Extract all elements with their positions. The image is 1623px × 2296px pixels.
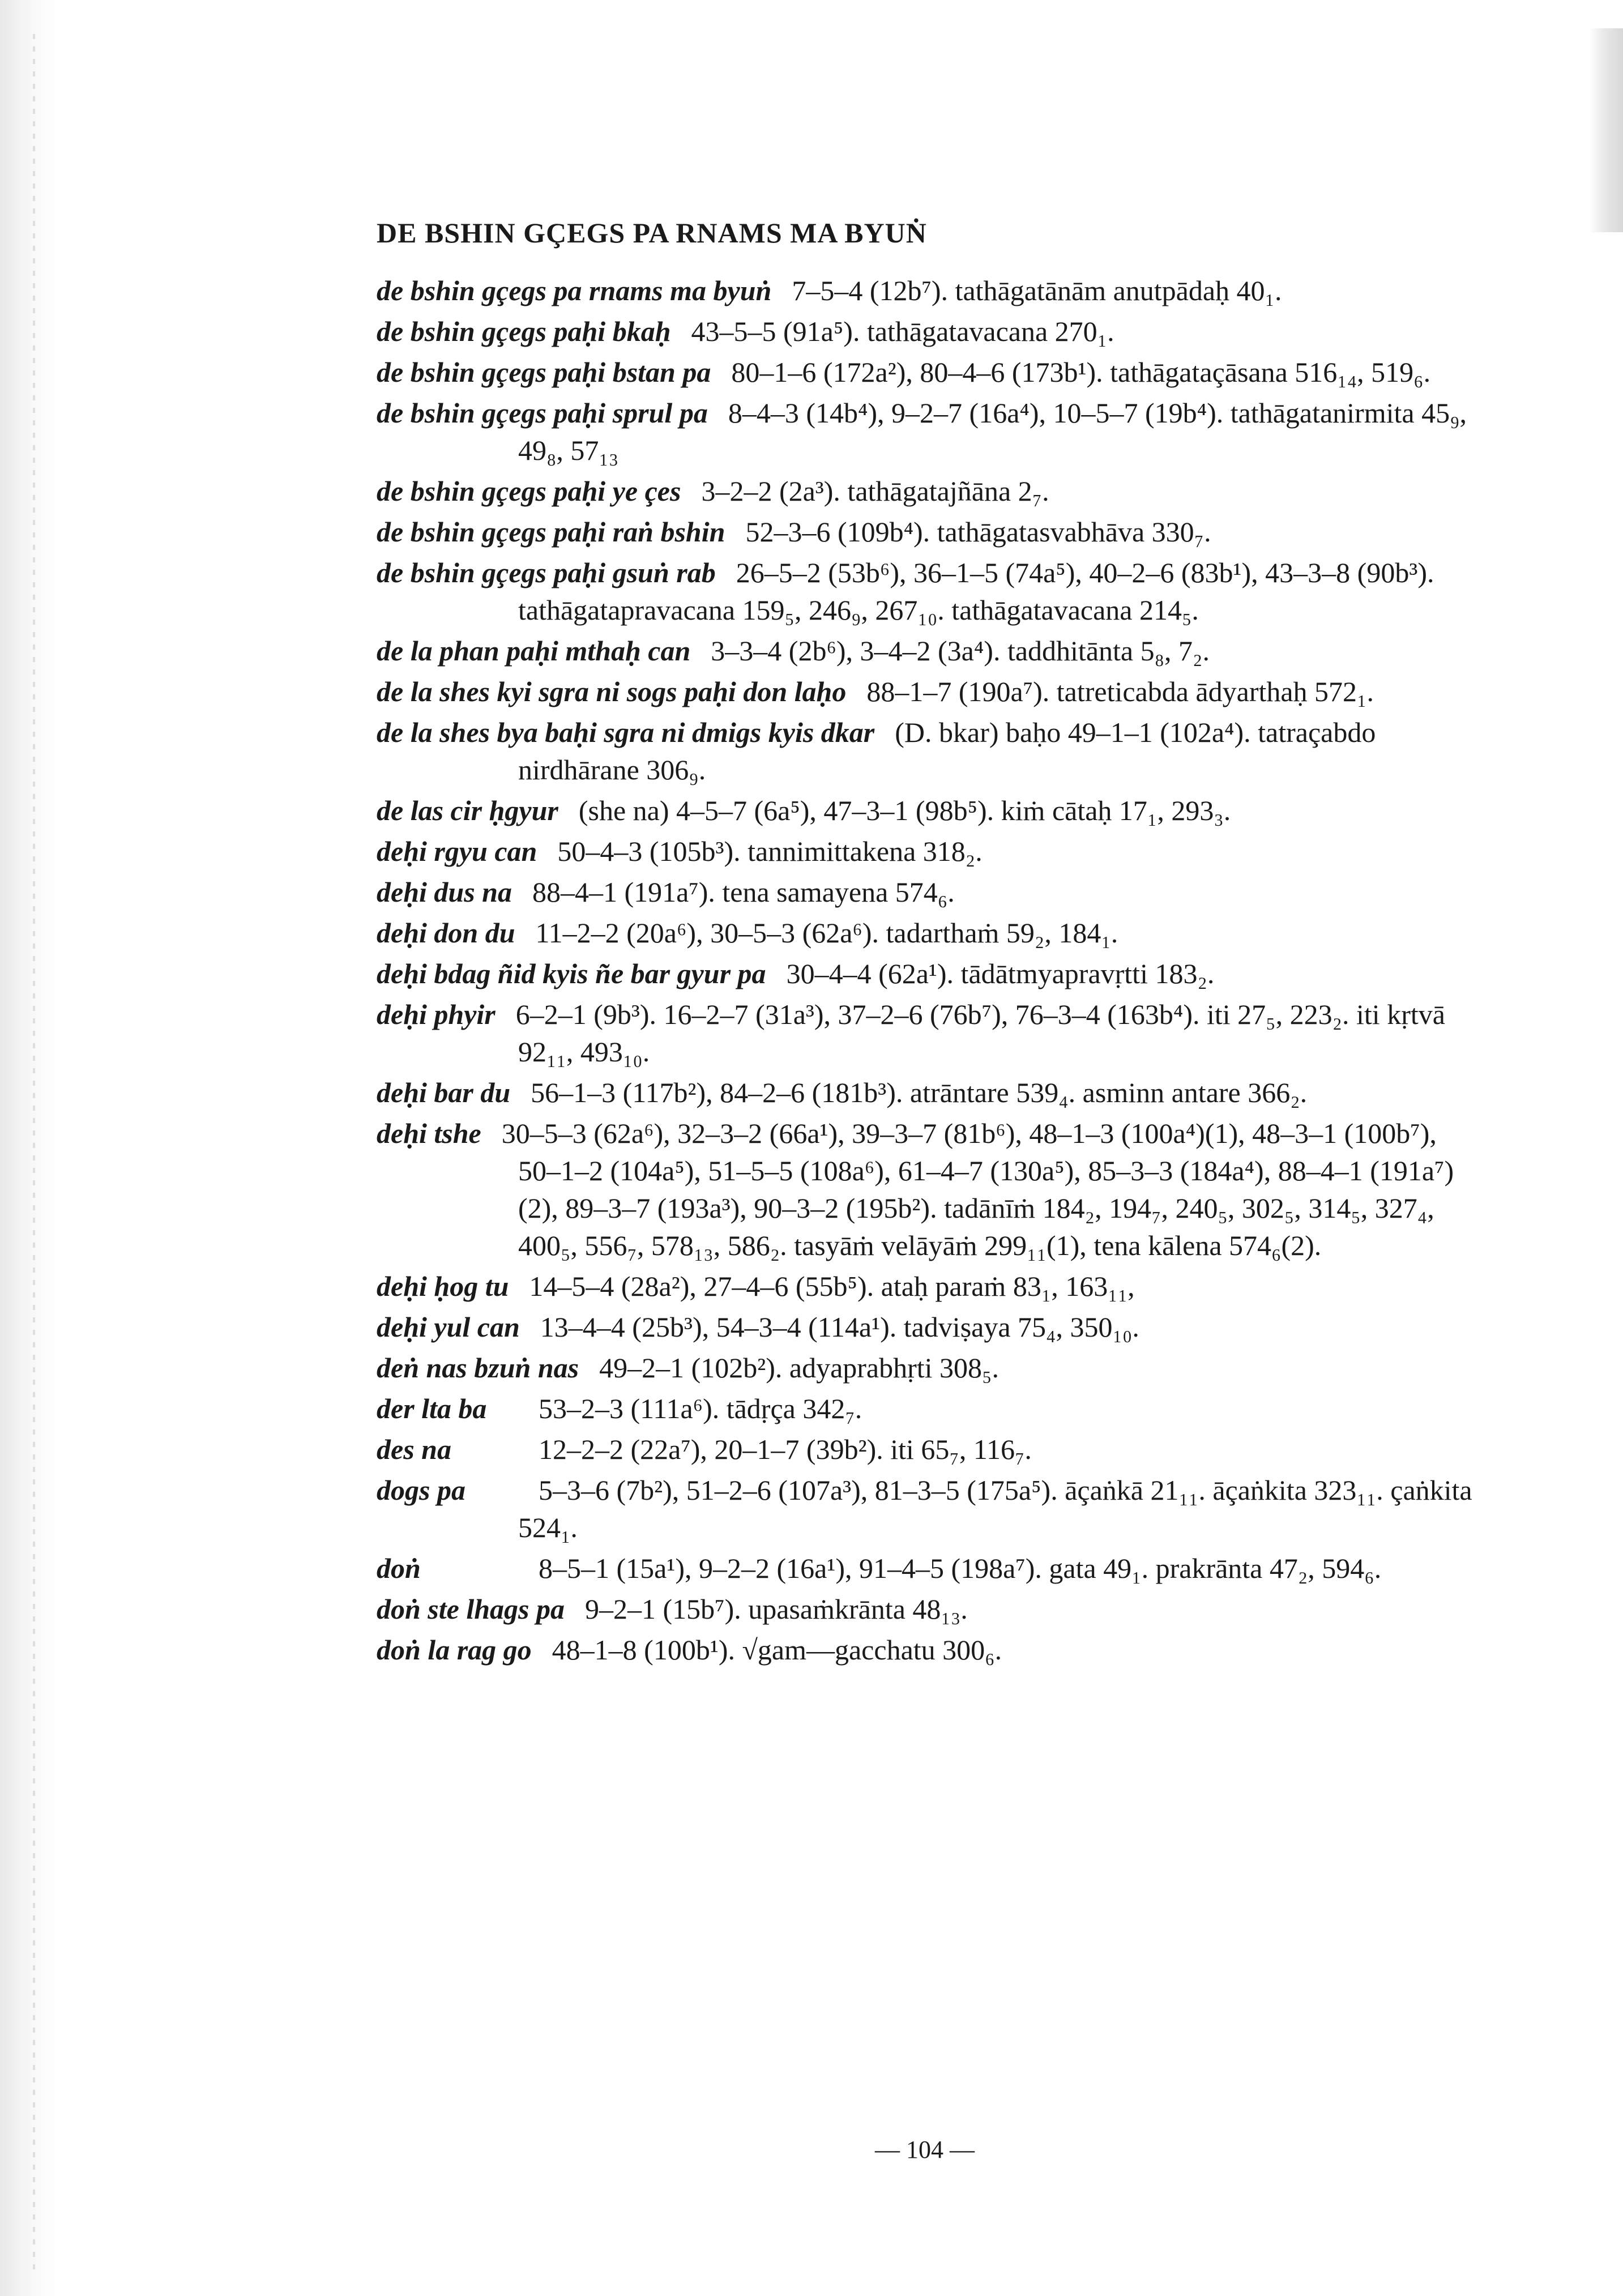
entry-term: doṅ la rag go [377,1634,532,1666]
entry-text: 5–3–6 (7b²), 51–2–6 (107a³), 81–3–5 (175a⁵). āçaṅkā 21₁₁. āçaṅkita 323₁₁. çaṅkita 524₁. [518,1474,1472,1543]
glossary-entry [377,472,1481,510]
entry-term: deḥi tshe [377,1117,481,1149]
glossary-entry [377,1471,1481,1546]
entry-text: 7–5–4 (12b⁷). tathāgatānām anutpādaḥ 40₁. [792,275,1282,306]
entry-term: de bshin gçegs paḥi sprul pa [377,397,708,429]
scan-edge-left [0,0,68,2296]
entry-term: de la shes kyi sgra ni sogs paḥi don laḥo [377,676,847,707]
entry-term: deḥi don du [377,917,515,949]
glossary-entry [377,1074,1481,1111]
glossary-entry [377,996,1481,1070]
scan-edge-right [1589,28,1623,232]
glossary-entry [377,353,1481,391]
entry-text: 8–4–3 (14b⁴), 9–2–7 (16a⁴), 10–5–7 (19b⁴). tathāgatanirmita 45₉, 49₈, 57₁₃ [518,397,1467,466]
entry-text: 50–4–3 (105b³). tannimittakena 318₂. [557,835,983,867]
glossary-entry [377,1590,1481,1628]
entry-text: 80–1–6 (172a²), 80–4–6 (173b¹). tathāgataçāsana 516₁₄, 519₆. [731,356,1431,388]
entry-text: (D. bkar) baḥo 49–1–1 (102a⁴). tatraçabdo nirdhārane 306₉. [518,716,1376,786]
entry-term: deḥi ḥog tu [377,1270,509,1302]
entry-text: 30–4–4 (62a¹). tādātmyapravṛtti 183₂. [786,958,1215,989]
glossary-entry [377,714,1481,788]
entry-text: 52–3–6 (109b⁴). tathāgatasvabhāva 330₇. [745,516,1211,548]
entry-text: (she na) 4–5–7 (6a⁵), 47–3–1 (98b⁵). kiṁ cātaḥ 17₁, 293₃. [578,795,1231,826]
entry-term: de bshin gçegs paḥi bstan pa [377,356,711,388]
entry-text: 30–5–3 (62a⁶), 32–3–2 (66a¹), 39–3–7 (81b⁶), 48–1–3 (100a⁴)(1), 48–3–1 (100b⁷), 50–1–2 (104a⁵), 51–5–5 (108a⁶), 61–4–7 (130a⁵), 85–3–3 (184a⁴), 88–4–1 (191a⁷)(2), 89–3–7 (193a³), 90–3–2 (195b²). tadānīṁ 184₂, 194₇, 240₅, 302₅, 314₅, 327₄, 400₅, 556₇, 578₁₃, 586₂. tasyāṁ velāyāṁ 299₁₁(1), tena kālena 574₆(2). [501,1117,1454,1261]
glossary-entry [377,1631,1481,1668]
glossary-entry [377,632,1481,669]
entry-term: de bshin gçegs paḥi gsuṅ rab [377,557,716,588]
glossary-entry [377,1431,1481,1468]
glossary-entry [377,1390,1481,1427]
entry-text: 43–5–5 (91a⁵). tathāgatavacana 270₁. [691,315,1114,347]
document-page [377,210,1481,1672]
entry-text: 88–1–7 (190a⁷). tatreticabda ādyarthaḥ 572₁. [866,676,1374,707]
glossary-entry [377,673,1481,710]
glossary-entry [377,272,1481,309]
glossary-entry [377,313,1481,350]
glossary-entry [377,1550,1481,1587]
entry-text: 56–1–3 (117b²), 84–2–6 (181b³). atrāntare 539₄. asminn antare 366₂. [531,1077,1308,1108]
entry-text: 6–2–1 (9b³). 16–2–7 (31a³), 37–2–6 (76b⁷), 76–3–4 (163b⁴). iti 27₅, 223₂. iti kṛtvā 92₁₁, 493₁₀. [515,998,1445,1068]
glossary-entry [377,513,1481,550]
entry-text: 49–2–1 (102b²). adyaprabhṛti 308₅. [599,1352,999,1384]
glossary-entry [377,955,1481,992]
entry-text: 11–2–2 (20a⁶), 30–5–3 (62a⁶). tadarthaṁ 59₂, 184₁. [535,917,1118,949]
entry-term: der lta ba [377,1393,487,1424]
glossary-entry [377,1349,1481,1386]
glossary-entry [377,833,1481,870]
entry-text: 9–2–1 (15b⁷). upasaṁkrānta 48₁₃. [585,1593,968,1625]
entry-text: 88–4–1 (191a⁷). tena samayena 574₆. [532,876,955,908]
entry-text: 12–2–2 (22a⁷), 20–1–7 (39b²). iti 65₇, 116₇. [539,1433,1032,1465]
entry-term: de bshin gçegs paḥi bkaḥ [377,315,671,347]
entry-term: deḥi bar du [377,1077,511,1108]
entry-term: deḥi rgyu can [377,835,537,867]
entry-term: deṅ nas bzuṅ nas [377,1352,579,1384]
entry-term: doṅ [377,1552,421,1584]
entry-term: deḥi yul can [377,1311,520,1343]
glossary-entry [377,394,1481,469]
entry-text: 8–5–1 (15a¹), 9–2–2 (16a¹), 91–4–5 (198a⁷). gata 49₁. prakrānta 47₂, 594₆. [539,1552,1382,1584]
entry-term: des na [377,1433,451,1465]
page-number: — 104 — [875,2136,975,2163]
glossary-entry [377,1308,1481,1346]
entry-term: deḥi dus na [377,876,512,908]
entry-term: deḥi phyir [377,998,496,1030]
page-header: DE BSHIN GÇEGS PA RNAMS MA BYUṄ [377,217,927,249]
entry-text: 13–4–4 (25b³), 54–3–4 (114a¹). tadviṣaya 75₄, 350₁₀. [540,1311,1139,1343]
glossary-entry [377,1115,1481,1264]
glossary-entry [377,1268,1481,1305]
entry-term: de bshin gçegs paḥi ye çes [377,475,681,507]
entry-term: de la phan paḥi mthaḥ can [377,635,691,667]
entry-text: 53–2–3 (111a⁶). tādṛça 342₇. [539,1393,862,1424]
glossary-entry [377,792,1481,829]
entry-text: 14–5–4 (28a²), 27–4–6 (55b⁵). ataḥ paraṁ 83₁, 163₁₁, [529,1270,1135,1302]
glossary-entries [377,272,1481,1668]
entry-term: deḥi bdag ñid kyis ñe bar gyur pa [377,958,766,989]
glossary-entry [377,554,1481,629]
entry-text: 3–2–2 (2a³). tathāgatajñāna 2₇. [701,475,1049,507]
entry-term: de bshin gçegs pa rnams ma byuṅ [377,275,772,306]
entry-text: 3–3–4 (2b⁶), 3–4–2 (3a⁴). taddhitānta 5₈, 7₂. [711,635,1210,667]
glossary-entry [377,914,1481,951]
entry-term: de la shes bya baḥi sgra ni dmigs kyis dkar [377,716,875,748]
entry-text: 26–5–2 (53b⁶), 36–1–5 (74a⁵), 40–2–6 (83b¹), 43–3–8 (90b³). tathāgatapravacana 159₅, 246₉, 267₁₀. tathāgatavacana 214₅. [518,557,1434,626]
entry-term: dogs pa [377,1474,465,1506]
entry-term: doṅ ste lhags pa [377,1593,565,1625]
entry-text: 48–1–8 (100b¹). √gam—gacchatu 300₆. [552,1634,1002,1666]
entry-term: de bshin gçegs paḥi raṅ bshin [377,516,725,548]
glossary-entry [377,873,1481,911]
entry-term: de las cir ḥgyur [377,795,558,826]
